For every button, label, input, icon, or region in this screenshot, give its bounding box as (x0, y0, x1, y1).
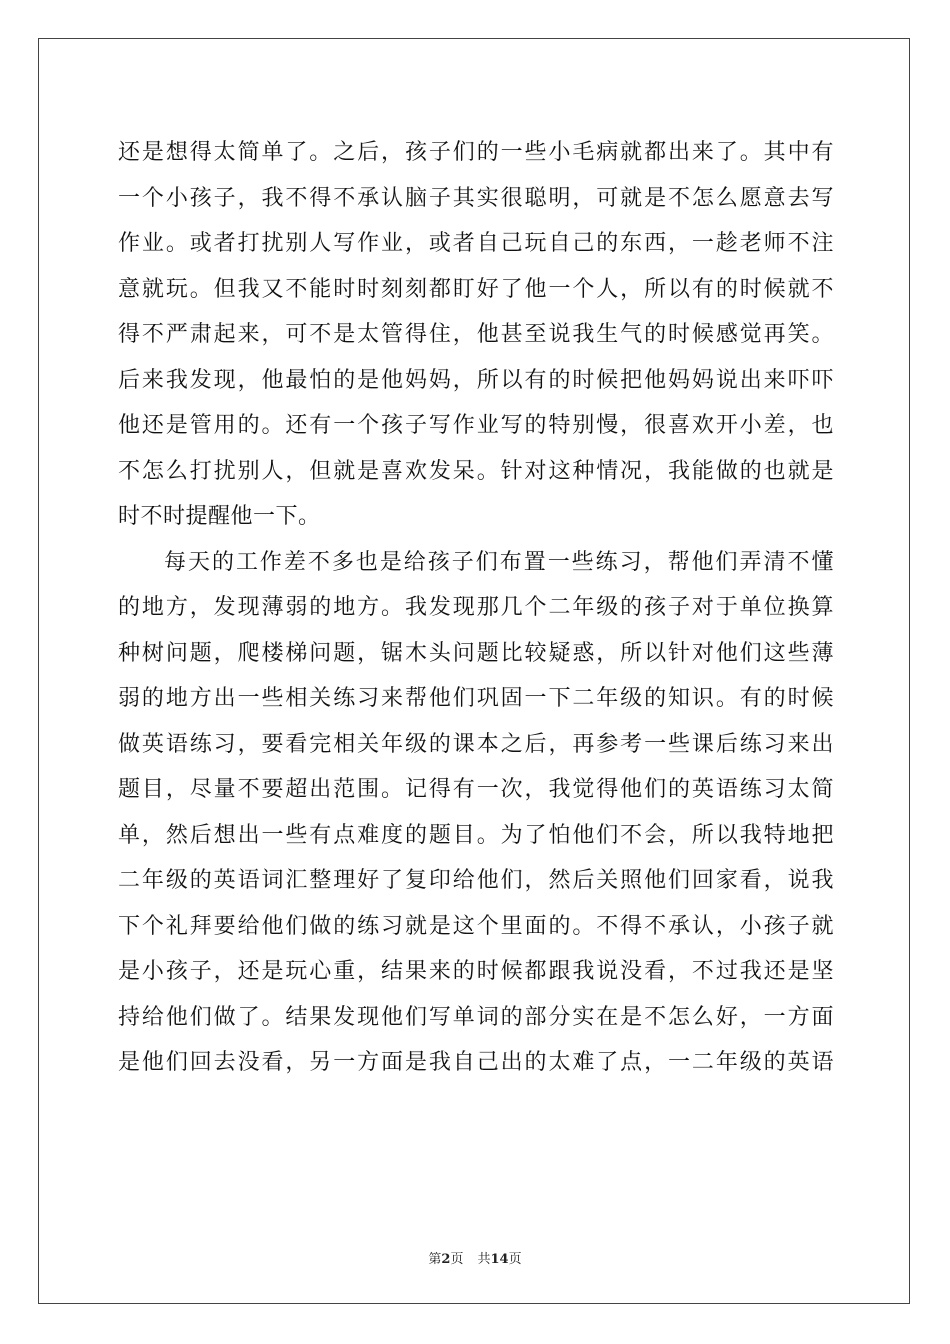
text-line: 他还是管用的。还有一个孩子写作业写的特别慢，很喜欢开小差，也 (118, 413, 834, 438)
body-text (118, 130, 834, 1086)
text-line: 一个小孩子，我不得不承认脑子其实很聪明，可就是不怎么愿意去写 (118, 185, 834, 211)
text-line: 持给他们做了。结果发现他们写单词的部分实在是不怎么好，一方面 (118, 1004, 834, 1030)
page-prefix: 第 (428, 1252, 442, 1267)
text-line: 不怎么打扰别人，但就是喜欢发呆。针对这种情况，我能做的也就是 (118, 458, 834, 484)
text-line: 种树问题，爬楼梯问题，锯木头问题比较疑惑，所以针对他们这些薄 (118, 640, 834, 666)
total-pages: 14 (490, 1252, 509, 1267)
text-line: 做英语练习，要看完相关年级的课本之后，再参考一些课后练习来出 (118, 731, 834, 757)
text-line: 意就玩。但我又不能时时刻刻都盯好了他一个人，所以有的时候就不 (118, 276, 834, 302)
page-footer (0, 1248, 950, 1267)
text-line: 下个礼拜要给他们做的练习就是这个里面的。不得不承认，小孩子就 (118, 913, 834, 939)
text-line: 是小孩子，还是玩心重，结果来的时候都跟我说没看，不过我还是坚 (118, 959, 834, 984)
text-line: 时不时提醒他一下。 (118, 504, 321, 529)
text-line: 二年级的英语词汇整理好了复印给他们，然后关照他们回家看，说我 (118, 868, 834, 893)
text-line: 单，然后想出一些有点难度的题目。为了怕他们不会，所以我特地把 (118, 822, 834, 848)
text-line: 题目，尽量不要超出范围。记得有一次，我觉得他们的英语练习太简 (118, 777, 834, 802)
text-line: 是他们回去没看，另一方面是我自己出的太难了点，一二年级的英语 (118, 1050, 834, 1075)
text-line: 的地方，发现薄弱的地方。我发现那几个二年级的孩子对于单位换算 (118, 595, 834, 620)
text-line: 还是想得太简单了。之后，孩子们的一些小毛病就都出来了。其中有 (118, 140, 834, 165)
paragraph-start-line: 每天的工作差不多也是给孩子们布置一些练习，帮他们弄清不懂 (164, 549, 834, 575)
text-line: 后来我发现，他最怕的是他妈妈，所以有的时候把他妈妈说出来吓吓 (118, 367, 834, 393)
text-line: 弱的地方出一些相关练习来帮他们巩固一下二年级的知识。有的时候 (118, 686, 834, 711)
total-suffix: 页 (508, 1252, 522, 1267)
page-number: 2 (441, 1252, 451, 1267)
page-suffix: 页 (450, 1252, 464, 1267)
text-line: 作业。或者打扰别人写作业，或者自己玩自己的东西，一趁老师不注 (118, 231, 834, 256)
text-line: 得不严肃起来，可不是太管得住，他甚至说我生气的时候感觉再笑。 (118, 322, 834, 347)
total-prefix: 共 (477, 1252, 491, 1267)
